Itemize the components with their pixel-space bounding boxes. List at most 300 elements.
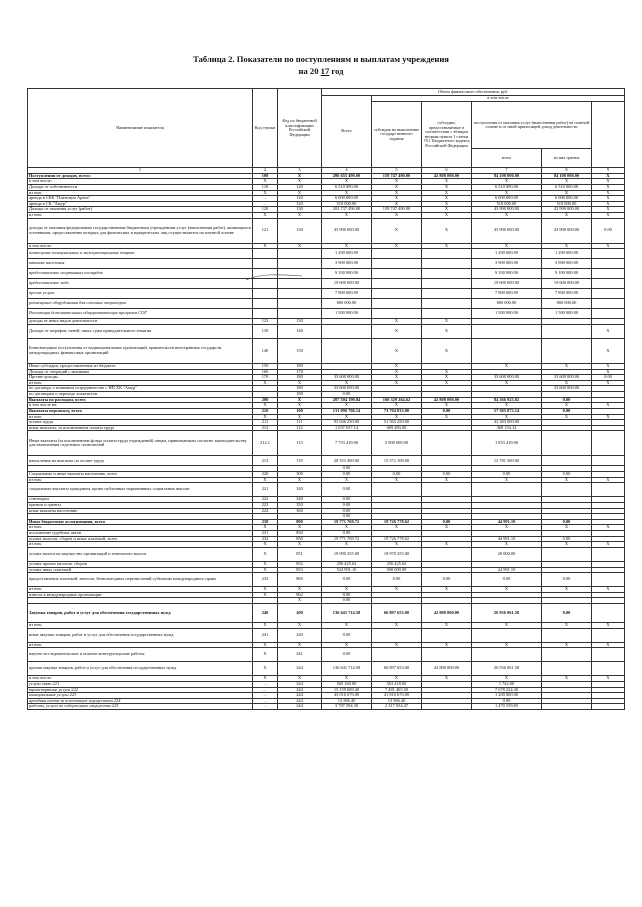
row-cell: X [253, 623, 278, 629]
row-cell: X [472, 542, 542, 548]
row-cell: 1 500 000.00 [322, 309, 372, 319]
row-label: иные выплаты населению [28, 508, 253, 514]
row-cell: 180 [278, 392, 322, 398]
row-cell: 244 [278, 681, 322, 687]
row-cell: 0.00 [592, 375, 625, 381]
row-cell: 44 991.10 [472, 536, 542, 542]
row-cell: 256 425.62 [372, 561, 422, 567]
row-cell: 0.00 [542, 536, 592, 542]
row-cell: 0.00 [542, 408, 592, 414]
row-cell: 140 [278, 324, 322, 338]
row-cell: 7 800 000.00 [542, 289, 592, 299]
row-cell: 203 737 490.00 [322, 207, 372, 213]
row-cell: 510 000.00 [322, 201, 372, 207]
row-label: из них: [28, 213, 253, 219]
row-cell: X [253, 477, 278, 483]
row-cell: X [322, 477, 372, 483]
row-cell: X [372, 190, 422, 196]
row-label: из них: [28, 525, 253, 531]
row-cell: X [472, 190, 542, 196]
row-cell: X [253, 243, 278, 249]
row-cell: 123 [253, 319, 278, 325]
row-cell: 510 000.00 [542, 201, 592, 207]
row-cell: 42 808 000.00 [422, 662, 472, 676]
row-cell [278, 249, 322, 259]
row-cell: X [542, 525, 592, 531]
row-cell: 0.00 [542, 519, 592, 525]
row-label: Прочие доходы [28, 375, 253, 381]
row-cell: 159 747 490.00 [372, 207, 422, 213]
row-label: по договорам о переходе хоккеистов [28, 392, 253, 398]
row-cell [422, 279, 472, 289]
row-cell: 860 [278, 573, 322, 587]
row-cell: X [542, 676, 592, 682]
row-cell: 0.00 [542, 573, 592, 587]
row-cell: 66 897 653.00 [372, 604, 422, 623]
row-cell: X [422, 477, 472, 483]
row-cell: 6 510 000.00 [542, 184, 592, 190]
row-cell: 9 100 000.00 [322, 269, 372, 279]
row-cell: 0.00 [422, 573, 472, 587]
row-cell: X [278, 642, 322, 648]
row-cell: X [592, 477, 625, 483]
row-cell [372, 289, 422, 299]
row-cell: 33 600 000.00 [542, 375, 592, 381]
row-cell: X [542, 243, 592, 249]
row-cell: 669 483.00 [372, 425, 422, 431]
row-cell: 180 [278, 375, 322, 381]
row-cell: 26 936 061.58 [472, 662, 542, 676]
row-cell: X [422, 369, 472, 375]
row-cell: 19 771 769.72 [322, 519, 372, 525]
header-subsidy-state: субсидия на выполнение государственного задания [372, 102, 422, 168]
row-cell: 7 800 000.00 [322, 289, 372, 299]
row-label: размещение оборудования для сотовых операторов [28, 299, 253, 309]
table-row [28, 628, 625, 642]
row-label: Выплаты персоналу, всего [28, 408, 253, 414]
table-row [28, 309, 625, 319]
row-cell: 222 [253, 497, 278, 503]
row-label: Реализация дополнительных общеразвивающих программ СОГ [28, 309, 253, 319]
row-cell [422, 309, 472, 319]
row-cell: 1 290 000.00 [322, 249, 372, 259]
header-code-budget: Код по бюджетной классификации Российской Федерации [278, 89, 322, 168]
row-cell: X [592, 173, 625, 179]
row-cell [472, 338, 542, 363]
row-cell: X [592, 623, 625, 629]
row-cell: 33 600 000.00 [322, 375, 372, 381]
row-cell: 0.00 [322, 531, 372, 537]
row-cell: 241 [278, 648, 322, 662]
row-cell: 0.00 [322, 592, 372, 598]
row-cell: X [372, 477, 422, 483]
row-cell: 112 [278, 425, 322, 431]
row-cell: 150 [278, 338, 322, 363]
row-cell: X [592, 587, 625, 593]
row-cell: X [592, 196, 625, 202]
row-label: арендная плата за пользование имуществом 224 [28, 698, 253, 704]
row-cell: X [472, 403, 542, 409]
row-cell: ... [253, 693, 278, 699]
row-cell [422, 249, 472, 259]
table-row [28, 289, 625, 299]
row-cell: X [372, 623, 422, 629]
row-cell: X [253, 567, 278, 573]
row-label: уплата прочих налогов, сборов [28, 561, 253, 567]
row-cell: 33 600 000.00 [542, 386, 592, 392]
row-cell: 43 016 670.00 [322, 693, 372, 699]
row-cell: X [472, 380, 542, 386]
column-number: 3 [278, 168, 322, 174]
row-cell: 0.00 [472, 472, 542, 478]
row-cell: X [278, 414, 322, 420]
table-row [28, 662, 625, 676]
row-cell: 100 [278, 408, 322, 414]
row-cell: X [253, 587, 278, 593]
row-cell: 286 655 490.00 [322, 173, 372, 179]
row-cell: ... [253, 698, 278, 704]
row-cell: 256 425.62 [322, 561, 372, 567]
row-cell: 0.00 [472, 698, 542, 704]
row-cell: X [422, 380, 472, 386]
row-cell: X [422, 179, 472, 185]
row-cell: 110 [253, 184, 278, 190]
row-cell: X [592, 525, 625, 531]
row-cell [372, 249, 422, 259]
row-cell: X [322, 676, 372, 682]
column-number: 2 [253, 168, 278, 174]
row-cell [422, 456, 472, 466]
row-cell: X [372, 414, 422, 420]
row-label: из них: [28, 477, 253, 483]
row-cell: X [422, 623, 472, 629]
row-label: уплата налогов, сборов и иных платежей, всего [28, 536, 253, 542]
column-number: 4 [322, 168, 372, 174]
column-number: 9 [592, 168, 625, 174]
row-cell: 150 [253, 363, 278, 369]
row-cell: X [372, 196, 422, 202]
row-cell: 360 [278, 508, 322, 514]
row-cell: 180 [278, 386, 322, 392]
table-row [28, 704, 625, 710]
row-cell [592, 604, 625, 623]
row-cell: 28 353 400.00 [322, 456, 372, 466]
row-cell: 0.00 [422, 472, 472, 478]
row-cell [253, 279, 278, 289]
row-cell: 0.00 [322, 628, 372, 642]
row-cell: 26 936 061.58 [472, 604, 542, 623]
row-cell: X [592, 338, 625, 363]
row-label: Иные бюджетные ассигнования, всего [28, 519, 253, 525]
row-cell: 244 [278, 698, 322, 704]
row-cell [422, 289, 472, 299]
row-cell: X [542, 403, 592, 409]
row-cell: X [278, 403, 322, 409]
row-label: премии и гранты [28, 502, 253, 508]
row-cell: 24 991.10 [472, 567, 542, 573]
table-row [28, 259, 625, 269]
row-cell: 7 800 000.00 [472, 289, 542, 299]
row-cell: 84 100 000.00 [472, 173, 542, 179]
row-cell [253, 309, 278, 319]
row-cell [253, 289, 278, 299]
row-label: уплата иных платежей [28, 567, 253, 573]
row-cell: X [592, 184, 625, 190]
row-cell [278, 259, 322, 269]
row-label: Закупка товаров, работ и услуг для обеспечения государственных нужд [28, 604, 253, 623]
row-cell: 6 000 000.00 [322, 196, 372, 202]
row-cell: 119 [278, 456, 322, 466]
table-row [28, 483, 625, 497]
row-cell: X [472, 363, 542, 369]
row-cell [278, 279, 322, 289]
row-cell: X [253, 592, 278, 598]
row-cell: X [322, 542, 372, 548]
row-cell [322, 338, 372, 363]
row-cell: ... [253, 196, 278, 202]
row-cell: X [278, 525, 322, 531]
row-label: взносы в международные организации [28, 592, 253, 598]
header-paid-services: поступления от оказания услуг (выполнения работ) на платной основе и от иной приносящей доход деятельности [472, 102, 592, 149]
row-cell [542, 324, 592, 338]
row-cell: X [372, 213, 422, 219]
row-cell: X [253, 414, 278, 420]
table-title: Таблица 2. Показатели по поступлениям и выплатам учреждения [193, 54, 449, 64]
row-cell: 9 100 000.00 [472, 269, 542, 279]
row-label: в том числе: [28, 243, 253, 249]
row-cell: X [472, 414, 542, 420]
row-cell: X [322, 243, 372, 249]
row-cell: 19 600 000.00 [322, 279, 372, 289]
row-cell [472, 324, 542, 338]
row-cell: X [372, 243, 422, 249]
row-cell: 160 [253, 369, 278, 375]
row-cell [592, 259, 625, 269]
row-cell: 0.00 [322, 514, 372, 520]
table-year [0, 66, 642, 76]
row-cell: 130 [253, 324, 278, 338]
row-cell: X [592, 369, 625, 375]
row-cell: 3 900 000.00 [322, 259, 372, 269]
row-cell: X [322, 380, 372, 386]
row-cell [372, 299, 422, 309]
row-label: из них: [28, 190, 253, 196]
row-cell: X [278, 213, 322, 219]
row-cell: 42 808 000.00 [422, 397, 472, 403]
row-cell: X [372, 369, 422, 375]
row-cell: 43 990 000.00 [322, 218, 372, 243]
header-blank [592, 102, 625, 168]
row-label: Доходы от оказания услуг (работ) [28, 207, 253, 213]
row-cell [542, 628, 592, 642]
row-cell [372, 279, 422, 289]
row-cell: X [372, 324, 422, 338]
row-cell: 6 510 000.00 [322, 184, 372, 190]
header-total: Всего [322, 96, 372, 168]
row-label: предоставление льда [28, 279, 253, 289]
row-cell: 0.00 [322, 483, 372, 497]
row-cell: 170 [253, 375, 278, 381]
row-cell: 0.00 [322, 648, 372, 662]
row-cell: X [322, 642, 372, 648]
row-cell: X [422, 201, 472, 207]
row-cell: X [253, 213, 278, 219]
row-cell: 852 [278, 561, 322, 567]
row-cell: 0.00 [472, 573, 542, 587]
row-cell: 1 500 000.00 [542, 309, 592, 319]
row-cell [592, 628, 625, 642]
row-cell [278, 289, 322, 299]
row-cell [422, 648, 472, 662]
row-cell: 320 [278, 483, 322, 497]
row-cell: X [592, 213, 625, 219]
row-cell [253, 249, 278, 259]
row-cell: 0.00 [322, 497, 372, 503]
row-cell [592, 662, 625, 676]
row-cell [372, 309, 422, 319]
row-cell: 19 600 000.00 [542, 279, 592, 289]
row-cell: 211 [253, 420, 278, 426]
row-cell: X [253, 676, 278, 682]
row-cell: 0.00 [322, 472, 372, 478]
row-cell: 212 [253, 425, 278, 431]
row-cell: X [253, 648, 278, 662]
row-cell [422, 483, 472, 497]
row-cell: X [372, 179, 422, 185]
row-cell: X [372, 525, 422, 531]
row-cell: X [278, 477, 322, 483]
row-cell: 180 [278, 363, 322, 369]
row-label: научно-исследовательские и опытно-конструкторские работы [28, 648, 253, 662]
finance-table [27, 88, 625, 710]
column-number: 5 [372, 168, 422, 174]
row-cell: 121 [253, 218, 278, 243]
row-cell: 19 726 778.62 [372, 519, 422, 525]
row-cell: X [592, 207, 625, 213]
row-cell: 170 [278, 369, 322, 375]
row-cell: 15 572 100.00 [372, 456, 422, 466]
table-row [28, 218, 625, 243]
row-cell [422, 547, 472, 561]
row-label: возмещение коммунальных и эксплуатационных затрат [28, 249, 253, 259]
row-cell: X [422, 207, 472, 213]
row-cell [422, 704, 472, 710]
row-cell [278, 299, 322, 309]
row-cell [422, 431, 472, 456]
row-cell: X [422, 319, 472, 325]
row-cell: X [278, 397, 322, 403]
row-cell: 244 [278, 687, 322, 693]
row-cell: 0.00 [322, 392, 372, 398]
row-cell: 140 [253, 338, 278, 363]
row-label: из них: [28, 642, 253, 648]
row-cell: 853 [278, 567, 322, 573]
row-cell: 800 [278, 519, 322, 525]
row-cell: 160 329 264.62 [372, 397, 422, 403]
row-cell: X [372, 587, 422, 593]
row-cell: X [253, 561, 278, 567]
row-cell: 7 678 224.40 [472, 687, 542, 693]
row-label: доходы от оказания федеральным государственным бюджетным учреждениям услуг (выполнения работ), являющихся основными, предоставление которых для физических и юридических лиц осуществляется на платной основе [28, 218, 253, 243]
row-cell: X [472, 587, 542, 593]
row-cell: 212.1 [253, 431, 278, 456]
row-cell: ... [253, 201, 278, 207]
row-cell: 231 [253, 531, 278, 537]
row-label: из них: [28, 414, 253, 420]
row-cell: 136 641 714.58 [322, 662, 372, 676]
row-cell: 15 159 689.40 [322, 687, 372, 693]
row-cell: X [422, 324, 472, 338]
row-cell: 20 000.00 [472, 547, 542, 561]
row-cell: X [422, 676, 472, 682]
row-label: Иные субсидии, предоставленные из бюджета [28, 363, 253, 369]
table-row [28, 456, 625, 466]
row-cell [472, 483, 542, 497]
row-cell: 18 990 355.00 [322, 547, 372, 561]
row-cell: X [542, 363, 592, 369]
row-cell: 3 900 000.00 [472, 259, 542, 269]
row-cell [472, 628, 542, 642]
row-label: аренда в СБК "Платинум Арена" [28, 196, 253, 202]
row-cell: X [372, 542, 422, 548]
header-in-that-number: в том числе [372, 96, 625, 102]
row-label: услуги связи 221 [28, 681, 253, 687]
row-cell: 66 897 653.00 [372, 662, 422, 676]
row-cell: 800 000.00 [542, 299, 592, 309]
row-cell: X [372, 184, 422, 190]
row-cell: 6 000 000.00 [472, 196, 542, 202]
row-cell: 0.00 [592, 218, 625, 243]
row-cell: X [472, 676, 542, 682]
row-cell [278, 309, 322, 319]
row-cell: 500 000.00 [372, 567, 422, 573]
table-row [28, 249, 625, 259]
row-cell: X [542, 179, 592, 185]
row-cell [422, 628, 472, 642]
row-cell [592, 431, 625, 456]
row-cell: 19 600 000.00 [472, 279, 542, 289]
row-cell [422, 269, 472, 279]
row-cell: X [372, 363, 422, 369]
row-cell: 1 037 637.14 [322, 425, 372, 431]
row-label: уплата налога на имущество организаций и земельного налога [28, 547, 253, 561]
row-label: исполнение судебных актов [28, 531, 253, 537]
row-cell [592, 299, 625, 309]
row-cell: X [322, 587, 372, 593]
row-cell: 43 990 000.00 [542, 207, 592, 213]
year-prefix: на 20 [298, 66, 319, 76]
table-row [28, 338, 625, 363]
row-cell: 1 500 000.00 [472, 309, 542, 319]
row-cell: X [592, 414, 625, 420]
row-cell: X [278, 598, 322, 604]
row-cell: 244 [278, 693, 322, 699]
row-label: аренда в СК "Амур" [28, 201, 253, 207]
year-suffix: год [331, 66, 344, 76]
row-cell: 159 747 490.00 [372, 173, 422, 179]
row-label: предоставление платежей, взносов, безвозмездных перечислений субъектам международного права [28, 573, 253, 587]
row-cell: 1 470 559.83 [472, 704, 542, 710]
row-label: коммунальные услуги 223 [28, 693, 253, 699]
row-cell: 3 787 594.30 [322, 704, 372, 710]
row-cell: X [372, 642, 422, 648]
row-cell [542, 704, 592, 710]
row-cell: X [542, 190, 592, 196]
row-cell: 120 [278, 184, 322, 190]
row-cell: X [472, 623, 542, 629]
row-cell: 220 [253, 472, 278, 478]
row-cell: X [372, 676, 422, 682]
